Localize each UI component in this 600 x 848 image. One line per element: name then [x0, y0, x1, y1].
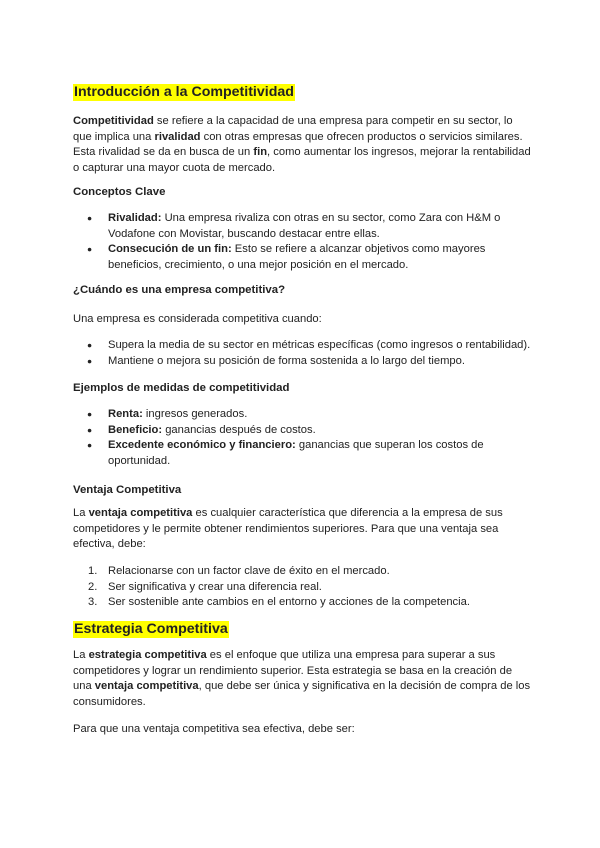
heading-ejemplos: Ejemplos de medidas de competitividad: [73, 382, 290, 394]
heading-estrategia: Estrategia Competitiva: [74, 621, 228, 637]
term-ventaja-competitiva: ventaja competitiva: [88, 507, 193, 519]
term-rivalidad: rivalidad: [154, 130, 201, 143]
heading-conceptos-clave: Conceptos Clave: [73, 186, 166, 198]
term-ventaja-competitiva-2: ventaja competitiva: [94, 680, 199, 692]
cuando-list: [73, 338, 533, 369]
list-item: ● Mantiene o mejora su posición de forma sostenida a lo largo del tiempo.: [73, 354, 533, 370]
conceptos-list: [73, 211, 533, 273]
list-item: ● Beneficio: ganancias después de costos.: [73, 423, 533, 439]
term-estrategia-competitiva: estrategia competitiva: [88, 649, 207, 661]
ventaja-list: [73, 564, 533, 611]
estrategia-paragraph-2: Para que una ventaja competitiva sea efectiva, debe ser:: [73, 723, 355, 735]
heading-cuando-competitiva: ¿Cuándo es una empresa competitiva?: [73, 284, 286, 296]
list-item: 1. Relacionarse con un factor clave de éxito en el mercado.: [88, 565, 390, 577]
intro-paragraph: Competitividad se refiere a la capacidad de una empresa para competir en su sector, lo que implica una rivalidad con otras empresas que ofrecen productos o servicios similares. Esta rivalidad se da en busca de un fin, como aumentar los ingresos, mejorar la rentabilidad o capturar una mayor cuota de mercado.: [73, 115, 531, 174]
term-competitividad: Competitividad: [73, 115, 154, 127]
term-fin: fin: [253, 146, 268, 158]
ventaja-paragraph: La ventaja competitiva es cualquier característica que diferencia a la empresa de sus competidores y le permite obtener rendimientos superiores. Para que una ventaja sea efectiva, debe:: [73, 507, 503, 550]
heading-introduccion: Introducción a la Competitividad: [74, 84, 294, 100]
ejemplos-list: [73, 407, 533, 469]
cuando-intro: Una empresa es considerada competitiva cuando:: [73, 313, 322, 325]
estrategia-paragraph: La estrategia competitiva es el enfoque que utiliza una empresa para superar a sus competidores y lograr un rendimiento superior. Esta estrategia se basa en la creación de una ventaja competitiva, que debe ser única y significativa en la decisión de compra de los consumidores.: [73, 649, 531, 708]
list-item: ● Excedente económico y financiero: ganancias que superan los costos de oportunidad.: [73, 438, 533, 469]
list-item: ● Renta: ingresos generados.: [73, 407, 533, 423]
heading-ventaja-competitiva: Ventaja Competitiva: [73, 484, 182, 496]
list-item: ● Consecución de un fin: Esto se refiere a alcanzar objetivos como mayores beneficios, crecimiento, o una mejor posición en el mercado.: [73, 242, 533, 273]
list-item: 2. Ser significativa y crear una diferencia real.: [88, 580, 322, 593]
list-item: ● Rivalidad: Una empresa rivaliza con otras en su sector, como Zara con H&M o Vodafone con Movistar, buscando destacar entre ellas.: [73, 211, 533, 242]
list-item: 3. Ser sostenible ante cambios en el entorno y acciones de la competencia.: [88, 596, 470, 608]
list-item: ● Supera la media de su sector en métricas específicas (como ingresos o rentabilidad).: [73, 338, 533, 354]
